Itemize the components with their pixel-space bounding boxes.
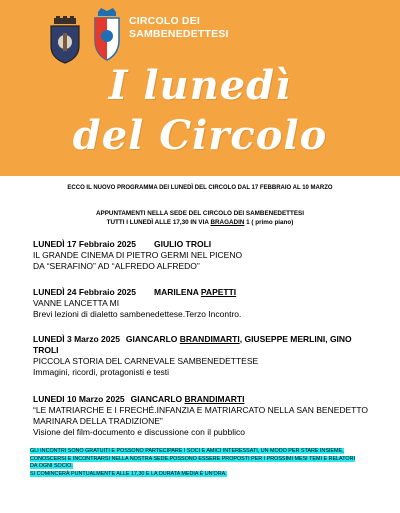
event-speaker-surname: PAPETTI <box>200 287 237 297</box>
event-item <box>33 334 378 378</box>
notice-line: DA OGNI SOCIO. <box>30 463 73 469</box>
event-item <box>33 394 378 438</box>
venue-info <box>0 209 400 227</box>
event-line: Brevi lezioni di dialetto sambenedettese.Terzo Incontro. <box>33 309 242 319</box>
event-speaker: GIANCARLO <box>125 334 180 344</box>
notice-box <box>30 448 382 478</box>
event-speaker-others: , GIUSEPPE MERLINI, GINO <box>239 334 352 344</box>
venue-street: BRAGADIN <box>210 219 245 226</box>
header-banner <box>0 0 400 176</box>
event-line: DA “SERAFINO” AD “ALFREDO ALFREDO” <box>33 261 200 271</box>
notice-line: GLI INCONTRI SONO GRATUITI E POSSONO PARTECIPARE I SOCI E AMICI INTERESSATI, UN MODO PER STARE INSIEME, <box>30 448 344 454</box>
event-date: LUNEDÌ 17 Febbraio 2025 <box>33 239 136 249</box>
event-speaker: MARILENA <box>153 287 201 297</box>
event-date: LUNEDI 10 Marzo 2025 <box>33 394 125 404</box>
event-date: LUNEDÌ 3 Marzo 2025 <box>33 334 120 344</box>
venue-line2-tail: 1 ( primo piano) <box>244 219 294 226</box>
event-heading <box>33 334 378 345</box>
program-intro: ECCO IL NUOVO PROGRAMMA DEI LUNEDÌ DEL CIRCOLO DAL 17 FEBBRAIO AL 10 MARZO <box>67 185 333 191</box>
notice-line: SI COMINCERÀ PUNTUALMENTE ALLE 17,30 E LA DURATA MEDIA È UN'ORA. <box>30 470 227 477</box>
event-line: MARINARA DELLA TRADIZIONE” <box>33 416 163 426</box>
event-line: Immagini, ricordi, protagonisti e testi <box>33 367 170 377</box>
org-name <box>129 15 229 41</box>
circolo-logo-icon <box>92 6 122 62</box>
event-item <box>33 287 378 320</box>
notice-line: CONOSCERSI E INCONTRARSI NELLA NOSTRA SEDE.POSSONO ESSERE PROPOSTI PER I PROSSIMI MESI TEMI E RELATORI <box>30 455 356 462</box>
page-title-line1: I lunedì <box>108 62 292 109</box>
event-speaker-surname: BRANDIMARTI <box>184 394 245 404</box>
city-crest-icon <box>48 16 82 64</box>
event-heading <box>33 394 378 405</box>
org-name-line1: CIRCOLO DEI <box>129 15 201 27</box>
event-line: Visione del film-documento e discussione con il pubblico <box>33 427 245 437</box>
event-speaker: GIULIO TROLI <box>153 239 212 249</box>
venue-line2-text: TUTTI I LUNEDÌ ALLE 17,30 IN VIA <box>106 219 211 226</box>
event-heading <box>33 239 378 250</box>
event-line: IL GRANDE CINEMA DI PIETRO GERMI NEL PICENO <box>33 250 243 260</box>
page-title-line2: del Circolo <box>72 112 328 159</box>
event-date: LUNEDÌ 24 Febbraio 2025 <box>33 287 136 297</box>
event-line: PICCOLA STORIA DEL CARNEVALE SAMBENEDETTESE <box>33 356 259 366</box>
event-item <box>33 239 378 272</box>
event-speaker-line2: TROLI <box>33 345 59 355</box>
event-line: VANNE LANCETTA MI <box>33 298 120 308</box>
event-line: “LE MATRIARCHE E I FRECHÉ.INFANZIA E MATRIARCATO NELLA SAN BENEDETTO <box>33 405 369 415</box>
venue-line1: APPUNTAMENTI NELLA SEDE DEL CIRCOLO DEI SAMBENEDETTESI <box>95 210 305 217</box>
event-speaker-surname: BRANDIMARTI <box>179 334 240 344</box>
event-heading <box>33 287 378 298</box>
venue-line2 <box>0 218 400 227</box>
org-name-line2: SAMBENEDETTESI <box>129 28 229 40</box>
event-speaker: GIANCARLO <box>130 394 185 404</box>
